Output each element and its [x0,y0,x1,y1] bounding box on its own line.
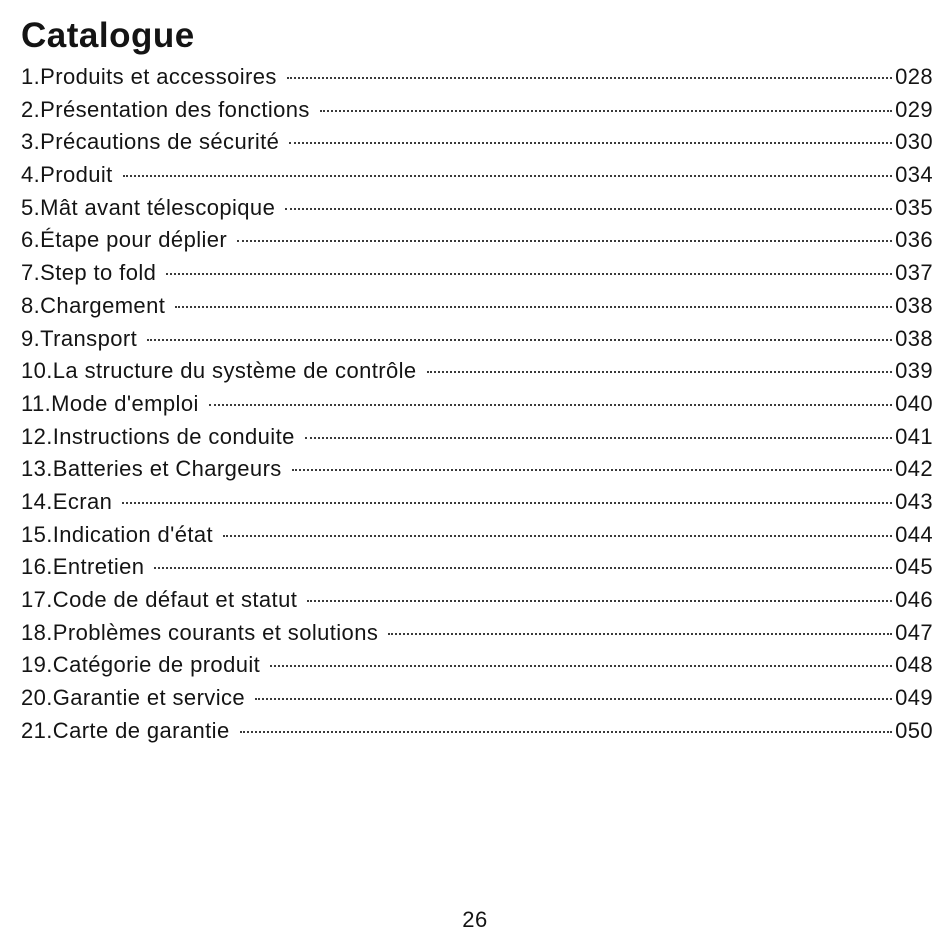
toc-entry-label: 20.Garantie et service [21,685,246,711]
toc-entry[interactable] [21,162,933,195]
toc-entry[interactable] [21,554,933,587]
toc-entry-page: 034 [895,162,933,188]
dot-leader [255,698,892,700]
toc-entry-page: 048 [895,652,933,678]
dot-leader [175,306,892,308]
toc-entry[interactable] [21,358,933,391]
toc-entry-label: 4.Produit [21,162,113,188]
toc-entry-label: 13.Batteries et Chargeurs [21,456,282,482]
toc-entry[interactable] [21,489,933,522]
toc-entry-page: 040 [895,390,933,416]
toc-entry-page: 047 [895,619,933,645]
toc-entry-label: 7.Step to fold [21,260,157,286]
toc-entry-label: 6.Étape pour déplier [21,227,228,253]
toc-entry-label: 17.Code de défaut et statut [21,587,298,612]
toc-entry[interactable] [21,587,933,620]
toc-entry-page: 029 [895,96,933,122]
toc-entry-label: 21.Carte de garantie [21,717,230,743]
toc-entry-label: 5.Mât avant télescopique [21,194,276,220]
toc-entry[interactable] [21,227,933,260]
toc-entry[interactable] [21,456,933,489]
toc-entry-label: 2.Présentation des fonctions [21,96,310,122]
toc-entry[interactable] [21,326,933,359]
toc-entry-label: 1.Produits et accessoires [21,64,277,89]
toc-entry-label: 15.Indication d'état [21,521,214,547]
dot-leader [223,535,892,537]
toc-entry[interactable] [21,195,933,228]
toc-entry-page: 036 [895,227,933,253]
dot-leader [123,175,892,177]
toc-entry[interactable] [21,652,933,685]
table-of-contents [21,64,933,750]
toc-entry-page: 044 [895,521,933,547]
page-number: 26 [462,907,488,932]
toc-entry-page: 028 [895,64,933,89]
dot-leader [166,273,892,275]
toc-entry-page: 046 [895,587,933,612]
toc-entry-page: 038 [895,325,933,351]
dot-leader [287,77,892,79]
dot-leader [292,469,892,471]
dot-leader [289,142,892,144]
toc-entry-label: 11.Mode d'emploi [21,390,199,416]
toc-entry-label: 8.Chargement [21,292,166,318]
toc-entry-page: 030 [895,129,933,155]
toc-entry[interactable] [21,293,933,326]
dot-leader [285,208,892,210]
toc-entry[interactable] [21,260,933,293]
toc-entry-label: 18.Problèmes courants et solutions [21,619,379,645]
dot-leader [154,567,892,569]
toc-entry-page: 035 [895,194,933,220]
toc-entry[interactable] [21,522,933,555]
toc-entry-label: 14.Ecran [21,488,113,514]
toc-entry-label: 12.Instructions de conduite [21,423,295,449]
toc-entry[interactable] [21,424,933,457]
toc-entry[interactable] [21,391,933,424]
page-title: Catalogue [21,16,195,55]
dot-leader [240,731,893,733]
dot-leader [305,437,892,439]
dot-leader [427,371,893,373]
toc-entry-page: 043 [895,488,933,514]
toc-entry[interactable] [21,620,933,653]
toc-entry-page: 049 [895,685,933,711]
toc-entry-page: 041 [895,423,933,449]
toc-entry-page: 042 [895,456,933,482]
toc-entry-page: 037 [895,260,933,286]
toc-entry-label: 10.La structure du système de contrôle [21,358,417,384]
toc-entry[interactable] [21,129,933,162]
toc-entry-page: 038 [895,292,933,318]
toc-entry-page: 050 [895,717,933,743]
toc-entry[interactable] [21,97,933,130]
dot-leader [209,404,892,406]
toc-entry[interactable] [21,685,933,718]
toc-entry-label: 9.Transport [21,325,138,351]
dot-leader [147,339,892,341]
toc-entry-label: 3.Précautions de sécurité [21,129,280,155]
dot-leader [122,502,892,504]
toc-entry-page: 045 [895,554,933,580]
toc-entry[interactable] [21,718,933,751]
dot-leader [307,600,892,602]
dot-leader [388,633,892,635]
dot-leader [320,110,892,112]
dot-leader [270,665,892,667]
toc-entry-page: 039 [895,358,933,384]
dot-leader [237,240,892,242]
toc-entry-label: 16.Entretien [21,554,145,580]
toc-entry[interactable] [21,64,933,97]
toc-entry-label: 19.Catégorie de produit [21,652,261,678]
